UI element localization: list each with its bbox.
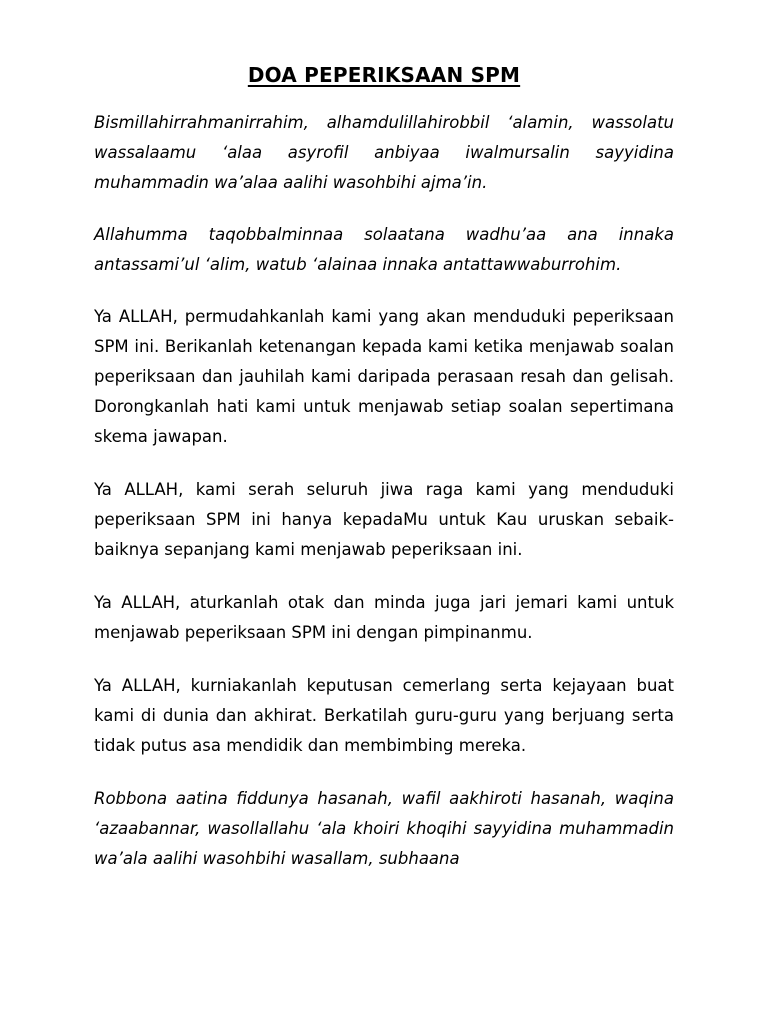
paragraph-allahumma: Allahumma taqobbalminnaa solaatana wadhu’aa ana innaka antassami’ul ‘alim, watub ‘alainaa innaka antattawwaburrohim. [94,225,674,274]
paragraph-serah-jiwa-raga: Ya ALLAH, kami serah seluruh jiwa raga kami yang menduduki peperiksaan SPM ini hanya kepadaMu untuk Kau uruskan sebaik-baiknya sepanjang kami menjawab peperiksaan ini. [94,480,674,559]
document-title: DOA PEPERIKSAAN SPM [247,63,521,87]
paragraph-robbona: Robbona aatina fiddunya hasanah, wafil aakhiroti hasanah, waqina ‘azaabannar, wasollallahu ‘ala khoiri khoqihi sayyidina muhammadin wa’ala aalihi wasohbihi wasallam, subhaana [94,789,674,868]
paragraph-permudahkanlah: Ya ALLAH, permudahkanlah kami yang akan menduduki peperiksaan SPM ini. Berikanlah ketenangan kepada kami ketika menjawab soalan peperiksaan dan jauhilah kami daripada perasaan resah dan gelisah. Dorongkanlah hati kami untuk menjawab setiap soalan sepertimana skema jawapan. [94,307,674,446]
paragraph-aturkanlah: Ya ALLAH, aturkanlah otak dan minda juga jari jemari kami untuk menjawab peperiksaan SPM ini dengan pimpinanmu. [94,593,674,642]
document-page [94,62,674,874]
paragraph-bismillah: Bismillahirrahmanirrahim, alhamdulillahirobbil ‘alamin, wassolatu wassalaamu ‘alaa asyrofil anbiyaa iwalmursalin sayyidina muhammadin wa’alaa aalihi wasohbihi ajma’in. [94,113,674,192]
paragraph-kurniakanlah: Ya ALLAH, kurniakanlah keputusan cemerlang serta kejayaan buat kami di dunia dan akhirat. Berkatilah guru-guru yang berjuang serta tidak putus asa mendidik dan membimbing mereka. [94,676,674,755]
